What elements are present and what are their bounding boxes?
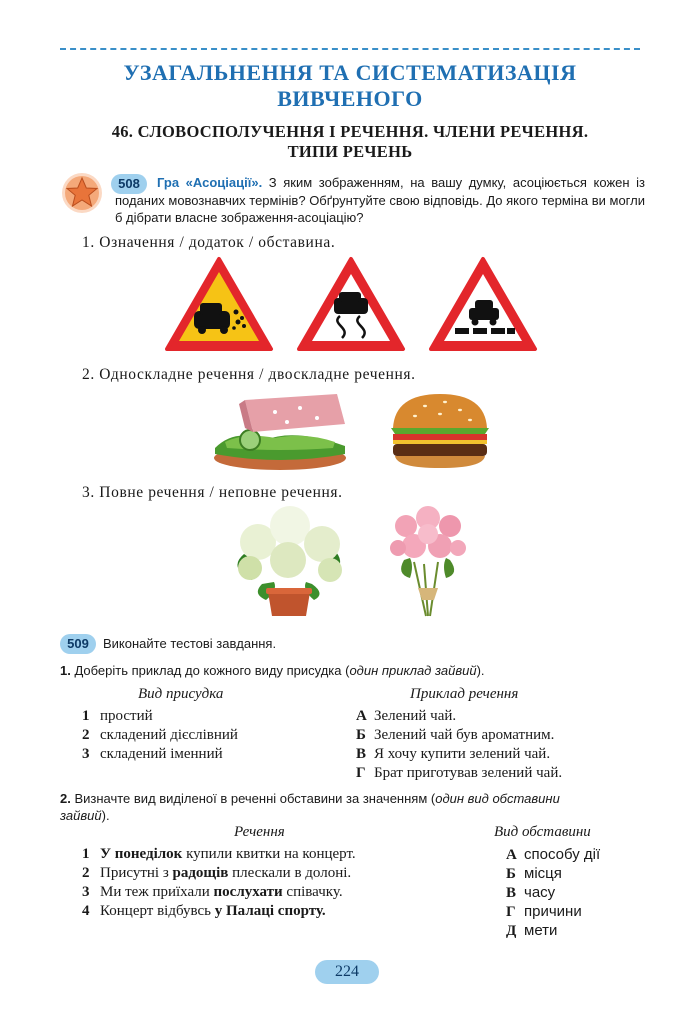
example-option-g <box>356 765 562 782</box>
option-num: 2 <box>82 727 90 743</box>
highlighted-word: послухати <box>213 884 283 900</box>
sentence-num: 3 <box>82 884 90 900</box>
sentence-text: співачку. <box>282 884 343 900</box>
option-letter: Б <box>506 866 516 882</box>
section-title-line-1: 46. СЛОВОСПОЛУЧЕННЯ І РЕЧЕННЯ. ЧЛЕНИ РЕЧЕННЯ. <box>111 122 589 141</box>
exercise-509-number: 509 <box>60 634 96 654</box>
option-text: складений іменний <box>100 746 223 762</box>
option-num: 1 <box>82 708 90 724</box>
main-title-line-1: УЗАГАЛЬНЕННЯ ТА СИСТЕМАТИЗАЦІЯ <box>123 60 577 85</box>
example-option-a <box>356 708 456 725</box>
sentence-text: плескали в долоні. <box>228 865 352 881</box>
question-2-text <box>60 790 640 824</box>
adverbial-option-a <box>506 846 600 864</box>
option-letter: А <box>356 708 367 724</box>
adverbial-option-d <box>506 922 557 940</box>
sentence-1 <box>82 846 356 863</box>
sentence-num: 4 <box>82 903 90 919</box>
sandwich-image <box>205 388 355 474</box>
option-text: складений дієслівний <box>100 727 238 743</box>
exercise-508-game: Гра «Асоціації». <box>157 175 263 190</box>
example-option-b <box>356 727 554 744</box>
sentence-num: 2 <box>82 865 90 881</box>
predicate-option-1 <box>82 708 153 725</box>
option-text: простий <box>100 708 153 724</box>
option-text: Зелений чай був ароматним. <box>374 727 555 743</box>
highlighted-word: у Палаці спорту. <box>214 903 326 919</box>
question-1-prompt: Доберіть приклад до кожного виду присудка ( <box>70 663 350 678</box>
adverbial-option-b <box>506 865 562 883</box>
road-sign-slippery-road <box>296 256 406 352</box>
option-text: причини <box>524 903 582 920</box>
option-text: мети <box>524 922 558 939</box>
column-head-predicate-type: Вид присудка <box>138 686 224 702</box>
hamburger-image <box>385 390 495 472</box>
sentence-4 <box>82 903 326 920</box>
question-2-number: 2. <box>60 791 71 806</box>
predicate-option-2 <box>82 727 238 744</box>
option-letter: Б <box>356 727 366 743</box>
question-1-end: ). <box>476 663 485 678</box>
road-sign-slippery-gravel <box>164 256 274 352</box>
question-2-end: ). <box>101 808 110 823</box>
question-2-prompt: Визначте вид виділеної в реченні обставини за значенням ( <box>70 791 436 806</box>
option-text: Я хочу купити зелений чай. <box>374 746 551 762</box>
header-dashed-rule <box>60 48 640 50</box>
adverbial-option-v <box>506 884 555 902</box>
exercise-508-number: 508 <box>111 174 147 194</box>
option-letter: Г <box>506 904 516 920</box>
example-option-v <box>356 746 550 763</box>
option-letter: А <box>506 847 517 863</box>
option-text: Брат приготував зелений чай. <box>374 765 563 781</box>
star-icon <box>61 172 103 214</box>
predicate-option-3 <box>82 746 223 763</box>
exercise-508-text <box>115 174 645 227</box>
main-title-line-2: ВИВЧЕНОГО <box>277 86 423 111</box>
option-letter: Д <box>506 923 517 939</box>
sentence-text: Присутні з <box>100 865 173 881</box>
road-sign-uneven-road <box>427 256 539 352</box>
adverbial-option-g <box>506 903 582 921</box>
exercise-508-item-1: 1. Означення / додаток / обставина. <box>82 234 336 251</box>
main-title <box>60 60 640 112</box>
sentence-text: Ми теж приїхали <box>100 884 214 900</box>
question-1-note: один приклад зайвий <box>349 663 477 678</box>
column-head-sentence: Речення <box>234 824 285 840</box>
sentence-text: купили квитки на концерт. <box>182 846 356 862</box>
option-letter: В <box>356 746 367 762</box>
question-1-number: 1. <box>60 663 71 678</box>
highlighted-word: радощів <box>172 865 229 881</box>
question-1-text <box>60 662 485 679</box>
option-text: Зелений чай. <box>374 708 457 724</box>
option-letter: Г <box>356 765 366 781</box>
question-2-note-2: зайвий <box>60 808 102 823</box>
sentence-num: 1 <box>82 846 90 862</box>
option-num: 3 <box>82 746 90 762</box>
sentence-2 <box>82 865 351 882</box>
sentence-3 <box>82 884 343 901</box>
option-text: місця <box>524 865 562 882</box>
section-title <box>60 122 640 162</box>
column-head-sentence-example: Приклад речення <box>410 686 519 702</box>
page-number: 224 <box>315 960 379 984</box>
exercise-508-item-3: 3. Повне речення / неповне речення. <box>82 484 343 501</box>
rose-bouquet-image <box>384 504 472 618</box>
option-text: способу дії <box>524 846 601 863</box>
sentence-text: Концерт відбувсь <box>100 903 215 919</box>
question-2-note-1: один вид обставини <box>435 791 560 806</box>
section-title-line-2: ТИПИ РЕЧЕНЬ <box>287 142 413 161</box>
exercise-509-prompt: Виконайте тестові завдання. <box>103 636 277 651</box>
column-head-adverbial-type: Вид обставини <box>494 824 591 840</box>
option-letter: В <box>506 885 517 901</box>
option-text: часу <box>524 884 556 901</box>
potted-flower-image <box>222 504 356 618</box>
exercise-508-prompt: З яким зображенням, на вашу думку, асоціюється кожен із поданих мовознавчих термінів? Обґрунтуйте свою відповідь. До якого терміна ви могли б дібрати власне зображення-асоціацію? <box>115 175 645 225</box>
highlighted-word: У понеділок <box>100 846 183 862</box>
exercise-508-item-2: 2. Односкладне речення / двоскладне речення. <box>82 366 416 383</box>
